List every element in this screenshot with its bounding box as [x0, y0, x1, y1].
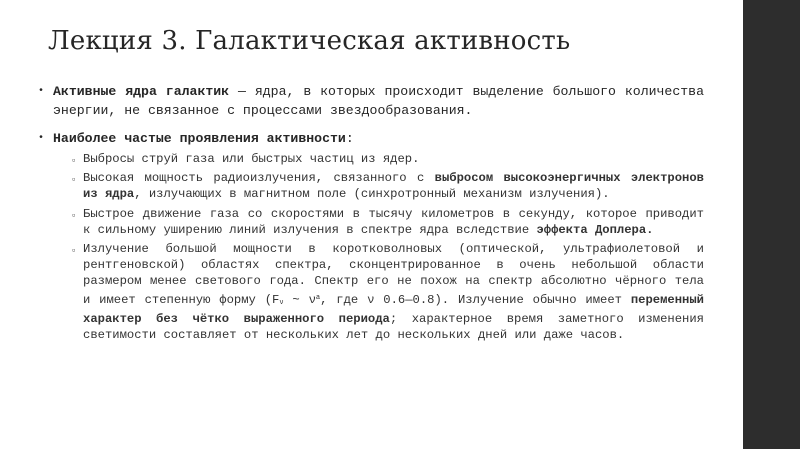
sub-bullet-gas-motion — [53, 206, 704, 238]
activity-heading: Наиболее частые проявления активности — [53, 131, 346, 146]
sub-bullet-icon: ▫ — [71, 175, 77, 186]
power-law-exponent: a — [315, 293, 321, 302]
bullet-icon: • — [38, 86, 45, 97]
jets-text: Выбросы струй газа или быстрых частиц из ядер. — [83, 152, 420, 166]
gas-text-a: Быстрое движение газа со скоростями в тысячу километров в секунду, которое приводит к сильному уширению линий излучения в спектре ядра вследствие — [83, 206, 704, 237]
doppler-effect-bold: эффекта Доплера. — [536, 222, 654, 237]
bullet-icon: • — [38, 133, 45, 144]
agn-term: Активные ядра галактик — [53, 84, 230, 99]
variability-bold: переменный характер без чётко выраженного периода — [83, 292, 704, 326]
shortwave-where: , где ν 0.6—0.8). Излучение обычно имеет — [320, 292, 631, 307]
sub-bullet-icon: ▫ — [71, 156, 77, 166]
flux-subscript: ν — [279, 298, 284, 307]
radio-text-a: Высокая мощность радиоизлучения, связанного с — [83, 171, 435, 186]
bullet-agn-definition — [36, 82, 704, 120]
sub-bullet-jets — [53, 151, 704, 167]
sub-bullet-icon: ▫ — [71, 210, 77, 221]
shortwave-text-c: ; характерное время заметного изменения светимости составляет от нескольких лет до нескольких дней или даже часов. — [83, 311, 704, 343]
heading-colon: : — [345, 131, 354, 146]
radio-text-bold: выбросом высокоэнергичных электронов из ядра — [83, 171, 704, 202]
agn-definition-text: — ядра, в которых происходит выделение большого количества энергии, не связанное с процессами звездообразования. — [53, 84, 704, 118]
slide-content — [36, 82, 704, 343]
sub-bullet-radio-emission — [53, 170, 704, 202]
power-law-tilde: ~ ν — [283, 292, 316, 307]
slide-title: Лекция 3. Галактическая активность — [48, 26, 571, 56]
shortwave-text-a: Излучение большой мощности в коротковолновых (оптической, ультрафиолетовой и рентгеновской) областях спектра, сконцентрированное в очень небольшой области размером менее светового года. Спектр его не похож на спектр абсолютно чёрного тела и имеет степенную форму (F — [83, 242, 704, 307]
right-side-bar — [743, 0, 800, 449]
radio-text-c: , излучающих в магнитном поле (синхротронный механизм излучения). — [134, 187, 610, 202]
bullet-activity-manifestations — [36, 129, 704, 343]
sub-bullet-shortwave-emission — [53, 241, 704, 343]
sub-bullet-icon: ▫ — [71, 246, 77, 257]
